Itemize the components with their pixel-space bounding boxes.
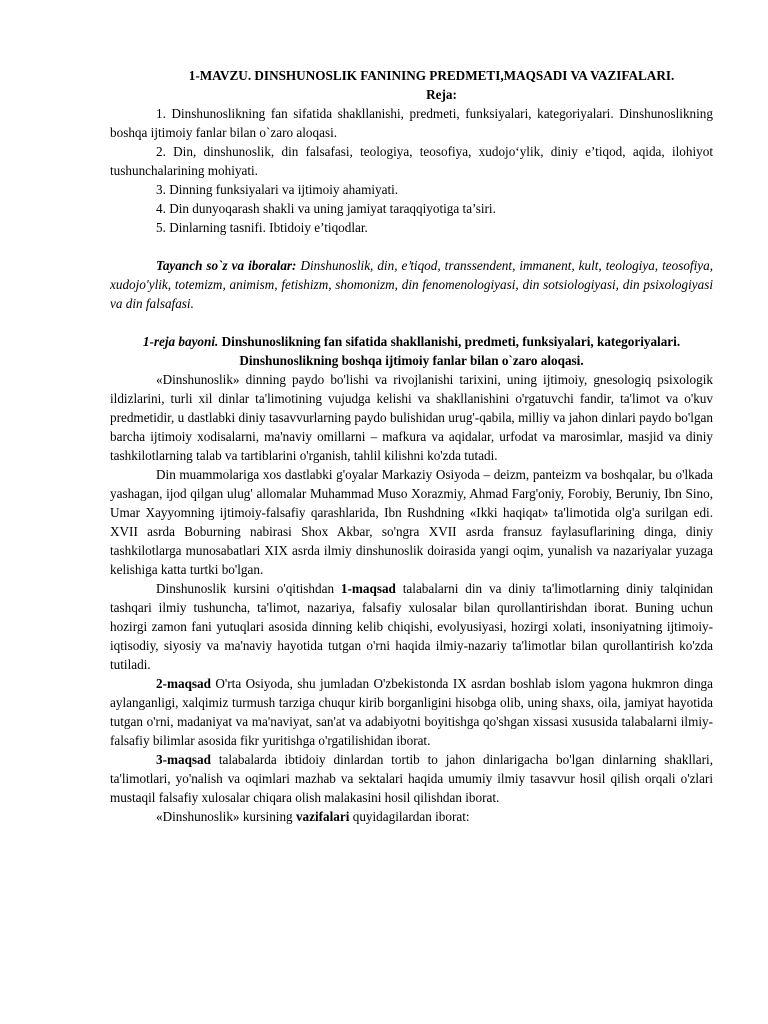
plan-item-4: 4. Din dunyoqarash shakli va uning jamiyat taraqqiyotiga ta’siri. <box>156 201 496 216</box>
keywords-paragraph <box>110 256 713 313</box>
paragraph-3 <box>110 579 713 674</box>
paragraph-text: O'rta Osiyoda, shu jumladan O'zbekistonda IX asrdan boshlab islom yagona hukmron dinga aylanganligi, xalqimiz turmush tarziga chuqur kirib borganligini hisobga olib, uning shaxs, oila, jamiyat hayotida tutgan o'rni, madaniyat va ma'naviyat, san'at va adabiyotni boyitishga qo'shgan xissasi xususida talabalarni ilmiy-falsafiy bilimlar asosida fikr yuritishga o'rgatilishidan iborat. <box>110 676 713 748</box>
plan-item-1: 1. Dinshunoslikning fan sifatida shakllanishi, predmeti, funksiyalari, kategoriyalari. Dinshunoslikning boshqa ijtimoiy fanlar bilan o`zaro aloqasi. <box>110 106 713 140</box>
section-title: Dinshunoslikning fan sifatida shakllanishi, predmeti, funksiyalari, kategoriyalari. Dinshunoslikning boshqa ijtimoiy fanlar bilan o`zaro aloqasi. <box>218 334 681 368</box>
paragraph-text: talabalarda ibtidoiy dinlardan tortib to jahon dinlarigacha bo'lgan dinlarning shakllari, ta'limotlari, yo'nalish va oqimlari mazhab va sektalari haqida umumiy ilmiy tasavvur hosil qilish orqali o'zlari mustaqil falsafiy xulosalar chiqara olish malakasini hosil qilishdan iborat. <box>110 752 713 805</box>
paragraph-text: Dinshunoslik kursini o'qitishdan <box>156 581 341 596</box>
document-page <box>110 66 713 826</box>
paragraph-2: Din muammolariga xos dastlabki g'oyalar Markaziy Osiyoda – deizm, panteizm va boshqalar, bu o'lkada yashagan, ijod qilgan ulug' allomalar Muhammad Muso Xorazmiy, Ahmad Farg'oniy, Forobiy, Beruniy, Ibn Sino, Umar Xayyomning ijtimoiy-falsafiy qarashlarida, Ibn Rushdning «Ikki haqiqat» ta'limotida olg'a surilgan edi. XVII asrda Boburning nabirasi Shox Akbar, so'ngra XVII asrda fransuz faylasuflarining dinga, diniy tashkilotlarga munosabatlari XIX asrda ilmiy dinshunoslik doirasida yangi oqim, yunalish va nazariyalar yuzaga kelishiga katta turtki bo'lgan. <box>110 467 713 577</box>
paragraph-text: «Dinshunoslik» kursining <box>156 809 296 824</box>
tasks-label: vazifalari <box>295 809 350 824</box>
goal-2-label: 2-maqsad <box>156 676 211 691</box>
section-label: 1-reja bayoni. <box>142 334 219 349</box>
paragraph-6 <box>110 807 713 826</box>
paragraph-text: quyidagilardan iborat: <box>349 809 470 824</box>
paragraph-4 <box>110 674 713 750</box>
goal-1-label: 1-maqsad <box>340 581 396 596</box>
section-heading <box>110 332 713 370</box>
spacer <box>110 237 713 256</box>
paragraph-text: talabalarni din va diniy ta'limotlarning diniy talqinidan tashqari ilmiy tushuncha, ta'limot, nazariya, falsafiy xulosalar bilan qurollantirishdan iborat. Buning uchun hozirgi zamon fani yutuqlari asosida dinning kelib chiqishi, evolyusiyasi, hozirgi xolati, insoniyatning ijtimoiy-iqtisodiy, siyosiy va ma'naviy hayotida tutgan o'rni haqida ilmiy-nazariy ta'limotlar bilan qurollantirish ko'zda tutiladi. <box>110 581 713 672</box>
plan-heading: Reja: <box>426 87 457 102</box>
paragraph-1: «Dinshunoslik» dinning paydo bo'lishi va rivojlanishi tarixini, uning ijtimoiy, gnesologiq psixologik ildizlarini, turli xil dinlar ta'limotining vujudga kelishi va shakllanishini o'rgatuvchi fandir, ta'limot va o'kuv predmetidir, u dastlabki diniy tasavvurlarning paydo bulishidan urug'-qabila, milliy va jahon dinlari paydo bo'lgan barcha ijtimoiy xodisalarni, ma'naviy omillarni – mafkura va aqidalar, urfodat va marosimlar, masjid va diniy tashkilotlarning talab va tartiblarini o'rganish, tahlil kilishni ko'zda tutadi. <box>110 372 713 463</box>
plan-item-5: 5. Dinlarning tasnifi. Ibtidoiy e’tiqodlar. <box>156 220 368 235</box>
plan-item-3: 3. Dinning funksiyalari va ijtimoiy ahamiyati. <box>156 182 399 197</box>
keywords-text: Dinshunoslik, din, e’tiqod, transsendent, immanent, kult, teologiya, teosofiya, xudojo'ylik, totemizm, animism, fetishizm, shomonizm, din fenomenologiyasi, din sotsiologiyasi, din psixologiyasi va din falsafasi. <box>110 258 713 311</box>
page-title: 1-MAVZU. DINSHUNOSLIK FANINING PREDMETI,MAQSADI VA VAZIFALARI. <box>188 68 675 83</box>
paragraph-5 <box>110 750 713 807</box>
keywords-label: Tayanch so`z va iboralar: <box>156 258 297 273</box>
plan-list <box>110 104 713 237</box>
goal-3-label: 3-maqsad <box>156 752 211 767</box>
plan-item-2: 2. Din, dinshunoslik, din falsafasi, teologiya, teosofiya, xudojo‘ylik, diniy e’tiqod, aqida, ilohiyot tushunchalarining mohiyati. <box>110 144 713 178</box>
spacer <box>110 313 713 332</box>
